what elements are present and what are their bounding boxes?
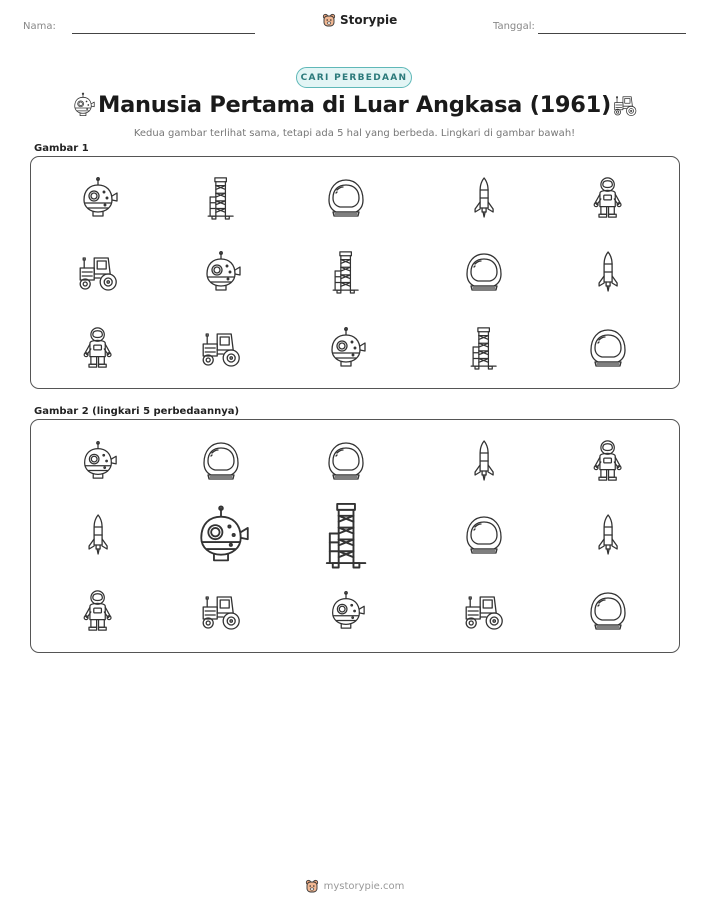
astronaut-icon	[80, 326, 115, 370]
title-right-icon	[611, 92, 640, 122]
helmet-icon	[324, 439, 368, 483]
picture2-cell-r1-c4[interactable]	[421, 423, 547, 498]
astronaut-icon	[590, 439, 625, 483]
picture1-cell-r1-c1[interactable]	[35, 160, 161, 235]
picture1-cell-r2-c5[interactable]	[545, 234, 671, 309]
astronaut-icon	[590, 176, 625, 220]
helmet-icon	[586, 326, 630, 370]
rocket-icon	[86, 513, 110, 557]
launch-tower-icon	[325, 501, 367, 569]
rocket-icon	[596, 250, 620, 294]
brand-name: Storypie	[340, 13, 398, 27]
picture1-cell-r1-c4[interactable]	[421, 160, 547, 235]
picture2-cell-r3-c3[interactable]	[283, 573, 409, 648]
picture2-cell-r3-c4[interactable]	[421, 573, 547, 648]
picture2-cell-r1-c1[interactable]	[35, 423, 161, 498]
bear-logo-icon	[305, 879, 319, 893]
tractor-icon	[460, 589, 508, 633]
name-label: Nama:	[23, 21, 56, 32]
rocket-icon	[596, 513, 620, 557]
capsule-icon	[190, 504, 252, 566]
date-line[interactable]	[538, 33, 686, 34]
helmet-icon	[462, 250, 506, 294]
picture1-cell-r2-c1[interactable]	[35, 234, 161, 309]
picture1-label: Gambar 1	[34, 143, 89, 154]
helmet-icon	[462, 513, 506, 557]
capsule-icon	[199, 250, 243, 294]
brand-logo	[322, 13, 397, 27]
picture2-cell-r3-c1[interactable]	[35, 573, 161, 648]
helmet-icon	[324, 176, 368, 220]
picture2-cell-r1-c3[interactable]	[283, 423, 409, 498]
capsule-icon	[325, 590, 367, 632]
date-label: Tanggal:	[493, 21, 535, 32]
picture2-cell-r3-c2[interactable]	[158, 573, 284, 648]
picture1-grid	[31, 157, 679, 388]
picture2-cell-r2-c4[interactable]	[421, 497, 547, 572]
picture2-cell-r2-c3[interactable]	[283, 497, 409, 572]
launch-tower-icon	[470, 326, 497, 370]
picture1-cell-r3-c3[interactable]	[283, 310, 409, 385]
tractor-icon	[74, 250, 122, 294]
capsule-icon	[77, 440, 119, 482]
picture1-cell-r3-c2[interactable]	[158, 310, 284, 385]
helmet-icon	[586, 589, 630, 633]
picture2-label: Gambar 2 (lingkari 5 perbedaannya)	[34, 406, 240, 417]
capsule-icon	[76, 176, 120, 220]
name-line[interactable]	[72, 33, 255, 34]
launch-tower-icon	[207, 176, 234, 220]
rocket-icon	[472, 439, 496, 483]
picture1-cell-r1-c5[interactable]	[545, 160, 671, 235]
picture2-cell-r3-c5[interactable]	[545, 573, 671, 648]
tractor-icon	[197, 589, 245, 633]
astronaut-icon	[80, 589, 115, 633]
picture1-cell-r2-c2[interactable]	[158, 234, 284, 309]
capsule-icon	[324, 326, 368, 370]
picture1-cell-r3-c1[interactable]	[35, 310, 161, 385]
footer	[0, 879, 709, 893]
picture1-cell-r3-c5[interactable]	[545, 310, 671, 385]
picture1-cell-r3-c4[interactable]	[421, 310, 547, 385]
tractor-icon	[611, 92, 640, 118]
picture2-cell-r1-c5[interactable]	[545, 423, 671, 498]
picture2-cell-r2-c1[interactable]	[35, 497, 161, 572]
page-title: Manusia Pertama di Luar Angkasa (1961)	[98, 92, 611, 118]
picture2-grid	[31, 420, 679, 652]
picture1-cell-r1-c3[interactable]	[283, 160, 409, 235]
instructions: Kedua gambar terlihat sama, tetapi ada 5 hal yang berbeda. Lingkari di gambar bawah!	[133, 128, 576, 139]
tractor-icon	[197, 326, 245, 370]
activity-badge: CARI PERBEDAAN	[296, 67, 412, 88]
launch-tower-icon	[332, 250, 359, 294]
picture2-cell-r1-c2[interactable]	[158, 423, 284, 498]
bear-logo-icon	[322, 13, 336, 27]
picture2-panel[interactable]	[30, 419, 680, 653]
helmet-icon	[199, 439, 243, 483]
picture1-panel[interactable]	[30, 156, 680, 389]
picture1-cell-r2-c3[interactable]	[283, 234, 409, 309]
footer-url: mystorypie.com	[323, 880, 405, 892]
picture2-cell-r2-c2[interactable]	[158, 497, 284, 572]
picture2-cell-r2-c5[interactable]	[545, 497, 671, 572]
picture1-cell-r1-c2[interactable]	[158, 160, 284, 235]
rocket-icon	[472, 176, 496, 220]
picture1-cell-r2-c4[interactable]	[421, 234, 547, 309]
